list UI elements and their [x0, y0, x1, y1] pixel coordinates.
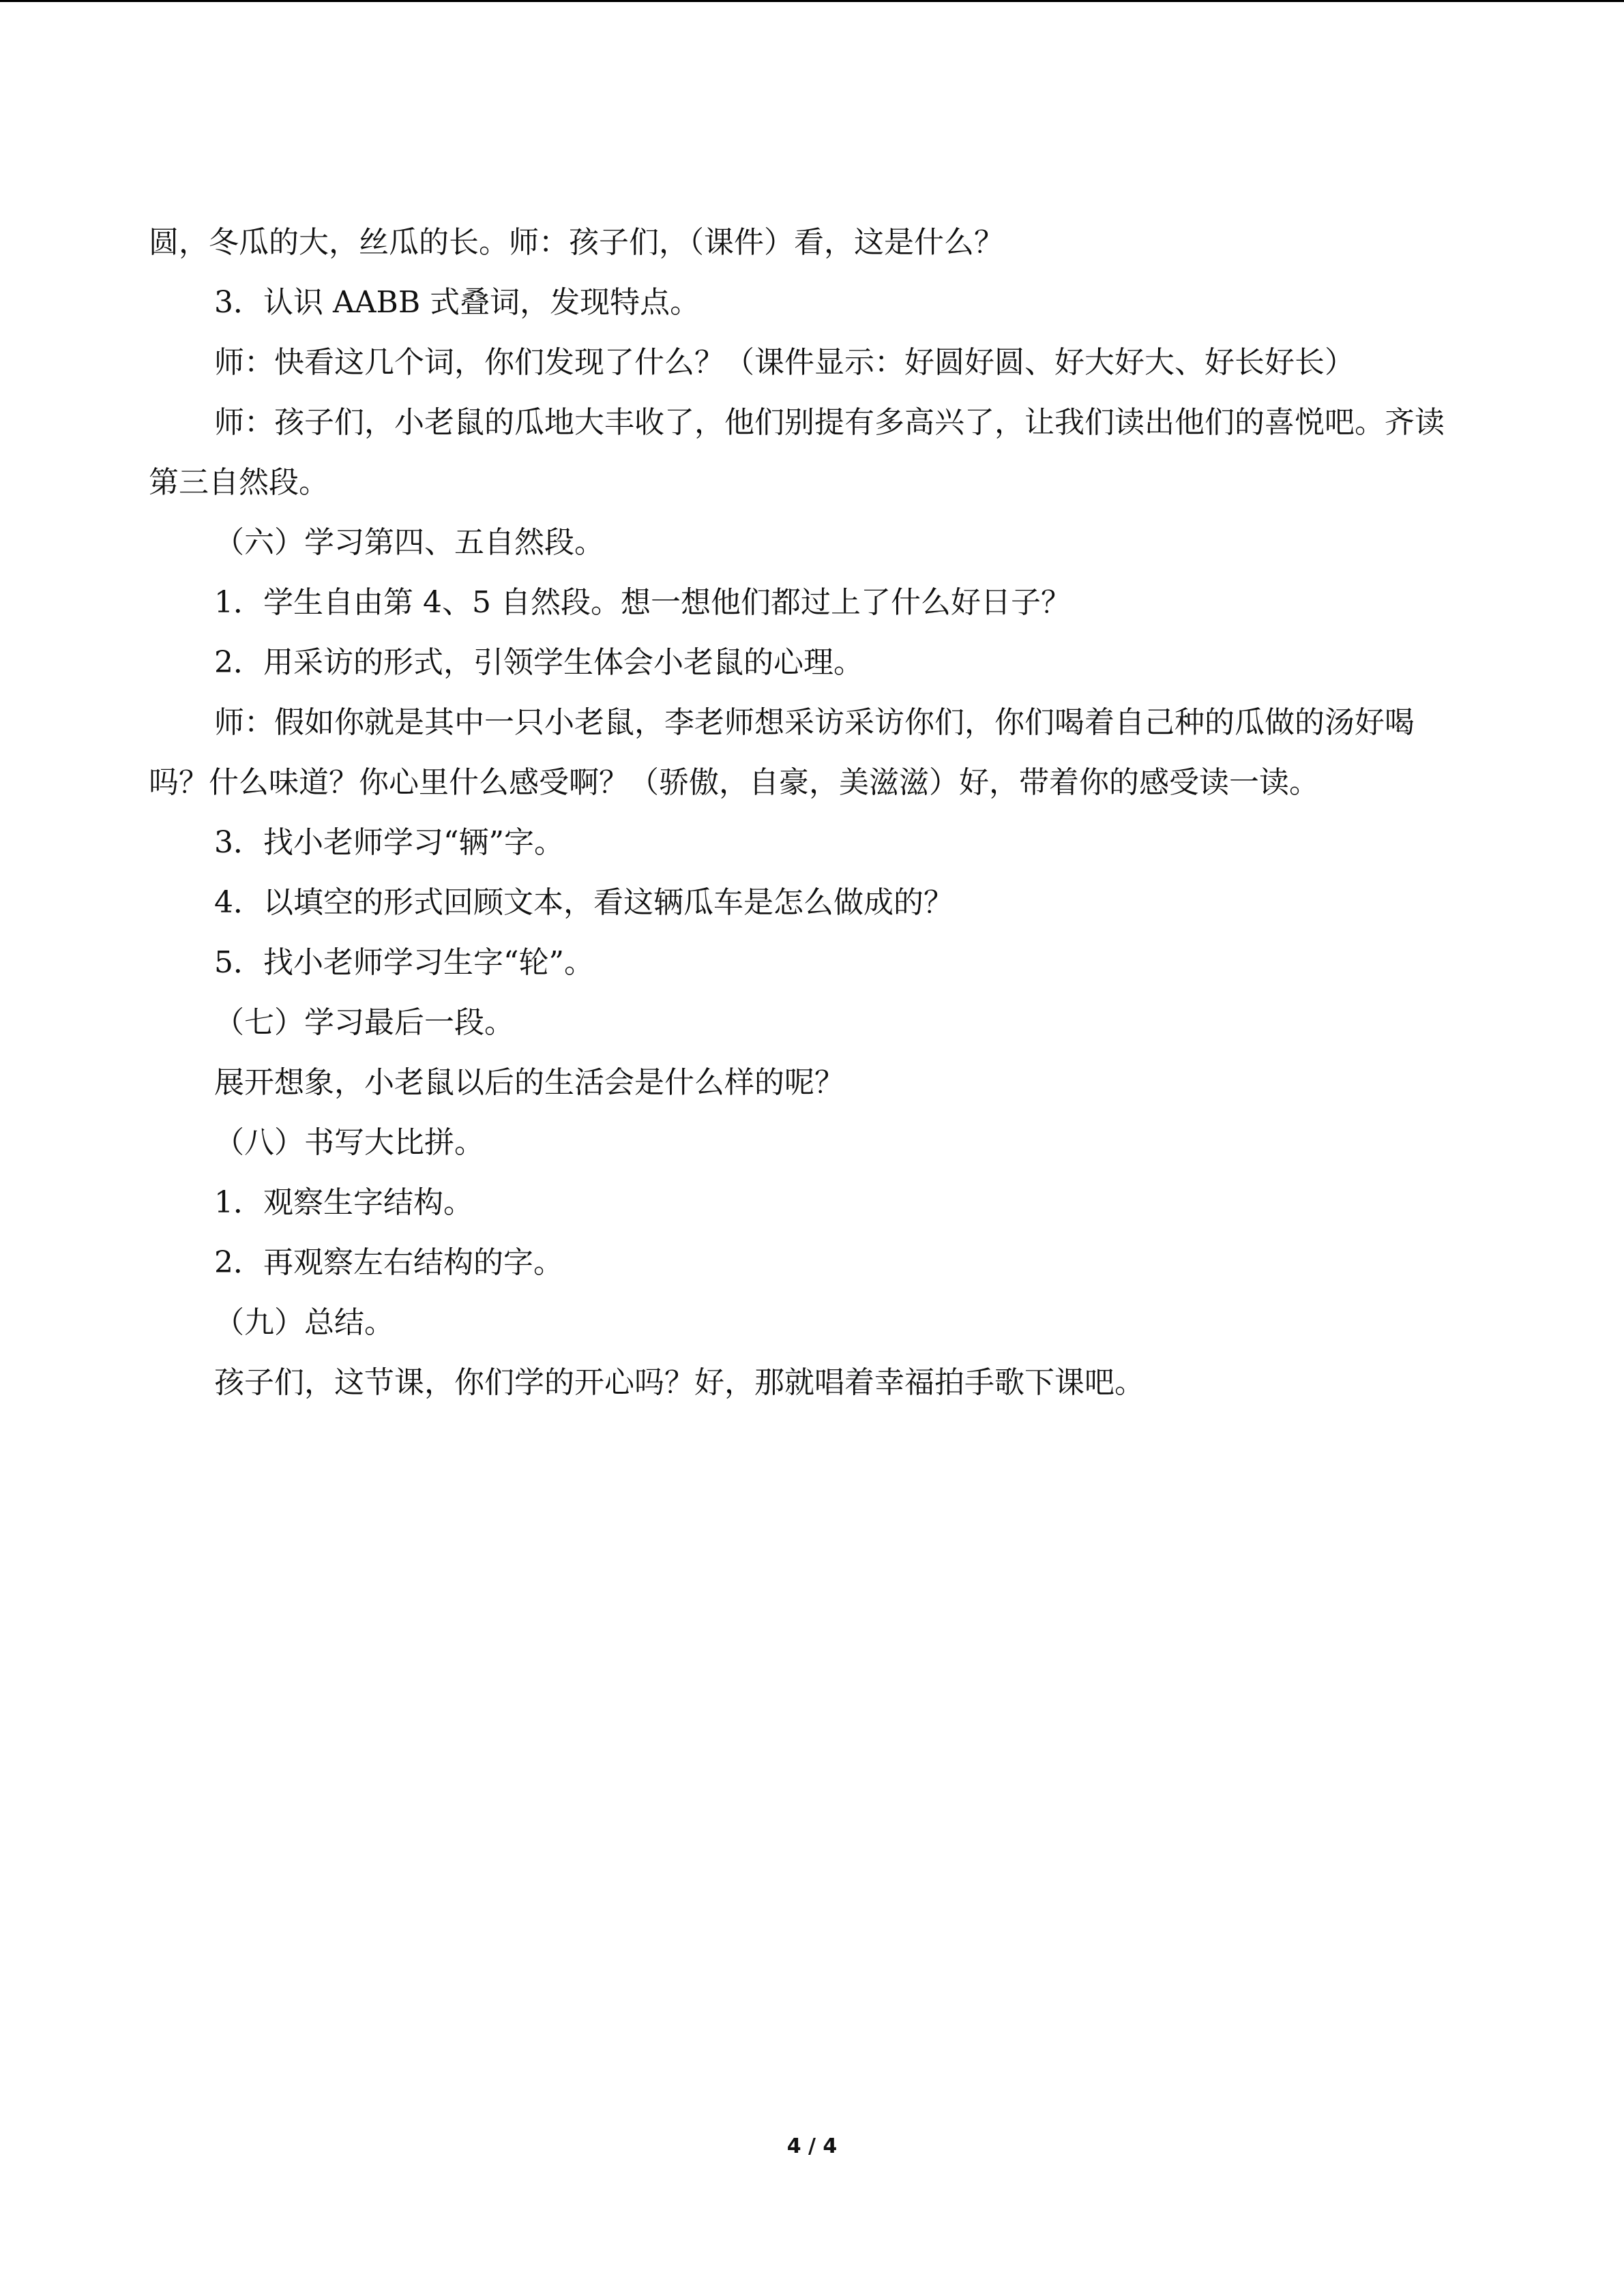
section-heading: （八）书写大比拼。 [214, 1125, 484, 1160]
paragraph: 展开想象，小老鼠以后的生活会是什么样的呢？ [214, 1065, 844, 1100]
paragraph: 圆，冬瓜的大，丝瓜的长。师：孩子们，（课件）看，这是什么？ [149, 225, 1004, 260]
paragraph: 师：快看这几个词，你们发现了什么？（课件显示：好圆好圆、好大好大、好长好长） [214, 345, 1355, 380]
document-body [149, 213, 1465, 1413]
paragraph: 师：假如你就是其中一只小老鼠，李老师想采访采访你们，你们喝着自己种的瓜做的汤好喝吗？什么味道？你心里什么感受啊？（骄傲，自豪，美滋滋）好，带着你的感受读一读。 [149, 705, 1415, 800]
paragraph: 师：孩子们，小老鼠的瓜地大丰收了，他们别提有多高兴了，让我们读出他们的喜悦吧。齐读第三自然段。 [149, 405, 1445, 500]
paragraph: 3．找小老师学习“辆”字。 [214, 825, 564, 860]
paragraph: 孩子们，这节课，你们学的开心吗？好，那就唱着幸福拍手歌下课吧。 [214, 1365, 1145, 1400]
paragraph: 2．再观察左右结构的字。 [214, 1245, 563, 1280]
paragraph: 4．以填空的形式回顾文本，看这辆瓜车是怎么做成的？ [214, 885, 954, 920]
section-heading: （九）总结。 [214, 1305, 394, 1340]
section-heading: （六）学习第四、五自然段。 [214, 525, 604, 560]
top-border-line [0, 0, 1624, 2]
paragraph: 1．观察生字结构。 [214, 1185, 473, 1220]
paragraph: 1．学生自由第 4、5 自然段。想一想他们都过上了什么好日子？ [214, 585, 1071, 620]
section-heading: （七）学习最后一段。 [214, 1005, 514, 1040]
paragraph: 3．认识 AABB 式叠词，发现特点。 [214, 285, 700, 320]
page-number: 4 / 4 [786, 2134, 838, 2158]
paragraph: 2．用采访的形式，引领学生体会小老鼠的心理。 [214, 645, 863, 680]
paragraph: 5．找小老师学习生字“轮”。 [214, 945, 594, 980]
